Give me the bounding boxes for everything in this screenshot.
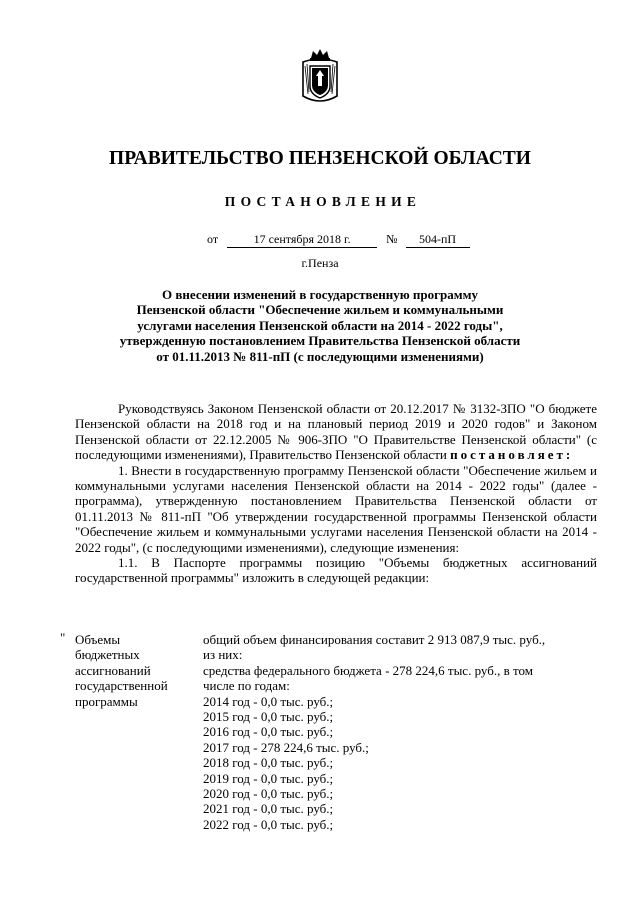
organization-title: ПРАВИТЕЛЬСТВО ПЕНЗЕНСКОЙ ОБЛАСТИ: [109, 148, 531, 169]
document-date: 17 сентября 2018 г.: [227, 232, 377, 248]
action-word: постановляет:: [450, 447, 574, 463]
item-1-1-paragraph: 1.1. В Паспорте программы позицию "Объемы бюджетных ассигнований государственной программы" изложить в следующей редакции:: [75, 555, 597, 586]
title-line: утвержденную постановлением Правительства Пензенской области: [119, 333, 521, 349]
right-line: 2020 год - 0,0 тыс. руб.;: [203, 786, 334, 802]
right-line: 2021 год - 0,0 тыс. руб.;: [203, 801, 334, 817]
right-line: 2019 год - 0,0 тыс. руб.;: [203, 770, 334, 786]
city: г.Пенза: [301, 256, 339, 270]
title-line: от 01.11.2013 № 811-пП (с последующими изменениями): [156, 348, 484, 364]
document-title: [100, 287, 540, 364]
number-prefix: №: [386, 232, 398, 246]
coat-of-arms-icon: [299, 48, 341, 106]
right-line: из них:: [203, 647, 243, 663]
right-line: 2016 год - 0,0 тыс. руб.;: [203, 724, 334, 740]
right-line: 2022 год - 0,0 тыс. руб.;: [203, 816, 334, 832]
date-prefix: от: [207, 232, 219, 246]
left-line: бюджетных: [75, 647, 140, 663]
document-type: ПОСТАНОВЛЕНИЕ: [224, 194, 422, 209]
right-line: 2014 год - 0,0 тыс. руб.;: [203, 693, 334, 709]
left-line: Объемы: [75, 632, 121, 647]
right-line: 2015 год - 0,0 тыс. руб.;: [203, 709, 334, 725]
table-left-column: [75, 632, 193, 709]
table-right-column: [203, 632, 597, 832]
date-number-line: [207, 232, 470, 248]
left-line: ассигнований: [75, 662, 151, 678]
title-line: Пензенской области "Обеспечение жильем и коммунальными: [136, 302, 504, 318]
item-1-paragraph: 1. Внести в государственную программу Пензенской области "Обеспечение жильем и коммунальными услугами населения Пензенской области на 2014 - 2022 годы" (далее - программа), утвержденную постановлением Правительства Пензенской области от 01.11.2013 № 811-пП "Об утверждении государственной программы Пензенской области "Обеспечение жильем и коммунальными услугами населения Пензенской области на 2014 - 2022 годы", (с последующими изменениями), следующие изменения:: [75, 462, 597, 555]
right-line: числе по годам:: [203, 678, 290, 694]
preamble-text: Руководствуясь Законом Пензенской области от 20.12.2017 № 3132-ЗПО "О бюджете Пензенской области на 2018 год и на плановый период 2019 и 2020 годов" и Законом Пензенской области от 22.12.2005 № 906-ЗПО "О Правительстве Пензенской области" (с последующими изменениями), Правительство Пензенской области: [75, 401, 597, 463]
title-line: О внесении изменений в государственную программу: [162, 287, 478, 302]
right-line: 2017 год - 278 224,6 тыс. руб.;: [203, 739, 369, 755]
document-number: 504-пП: [406, 232, 470, 248]
open-quote: ": [60, 630, 66, 645]
right-line: 2018 год - 0,0 тыс. руб.;: [203, 755, 334, 771]
right-line: средства федерального бюджета - 278 224,6 тыс. руб., в том: [203, 662, 533, 678]
title-line: услугами населения Пензенской области на 2014 - 2022 годы",: [137, 317, 503, 333]
right-line: общий объем финансирования составит 2 913 087,9 тыс. руб.,: [203, 632, 546, 647]
document-body: [75, 401, 597, 586]
preamble-paragraph: [75, 401, 597, 463]
left-line: программы: [75, 693, 138, 709]
left-line: государственной: [75, 678, 168, 694]
